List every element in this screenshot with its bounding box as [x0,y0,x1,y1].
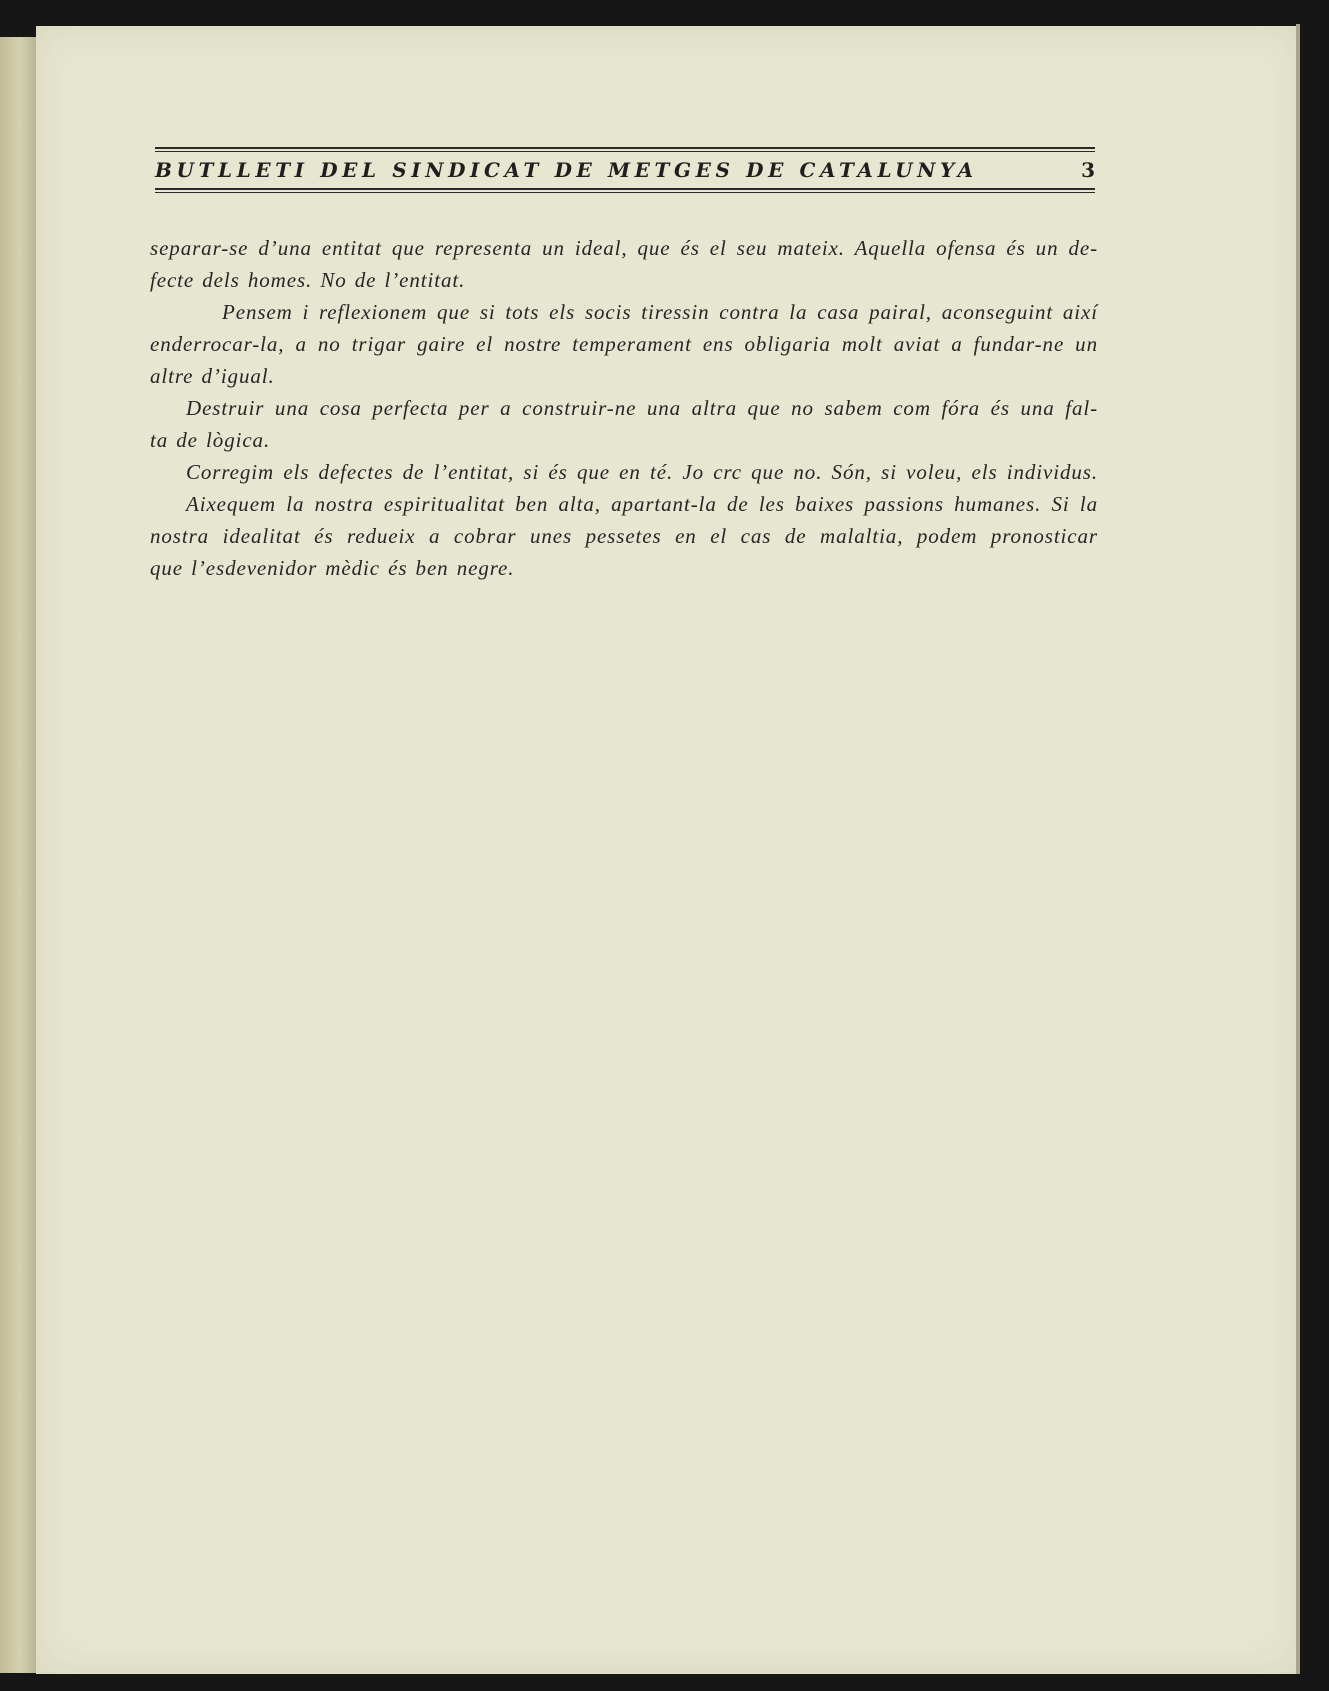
page-number: 3 [1081,158,1095,182]
text-line: Aixequem la nostra espiritualitat ben alta, apartant-la de les baixes passions humanes. Si la [186,492,1098,516]
header-bottom-rule [155,188,1095,193]
text-line: enderrocar-la, a no trigar gaire el nostre temperament ens obligaria molt aviat a fundar-ne un [150,332,1098,356]
text-line: altre d’igual. [150,364,275,388]
paragraph [150,296,1098,392]
paragraph [150,488,1098,584]
header-line [155,152,1095,188]
paragraph [150,456,1098,488]
text-line: fecte dels homes. No de l’entitat. [150,268,466,292]
page-edge [1296,24,1300,1674]
text-line: nostra idealitat és redueix a cobrar unes pessetes en el cas de malaltia, podem pronosticar [150,524,1098,548]
facing-page-edge [0,37,36,1673]
journal-title: BUTLLETI DEL SINDICAT DE METGES DE CATALUNYA [155,158,978,182]
running-header [155,147,1095,193]
text-line: que l’esdevenidor mèdic és ben negre. [150,556,515,580]
text-line: separar-se d’una entitat que representa un ideal, que és el seu mateix. Aquella ofensa és un de- [150,236,1098,260]
paragraph [150,392,1098,456]
paragraph [150,232,1098,296]
text-line: Pensem i reflexionem que si tots els socis tiressin contra la casa pairal, aconseguint així [222,300,1098,324]
text-line: ta de lògica. [150,428,271,452]
text-line: Destruir una cosa perfecta per a construir-ne una altra que no sabem com fóra és una fal- [186,396,1098,420]
article-body [150,232,1098,584]
text-line: Corregim els defectes de l’entitat, si és que en té. Jo crc que no. Són, si voleu, els individus. [186,460,1098,484]
